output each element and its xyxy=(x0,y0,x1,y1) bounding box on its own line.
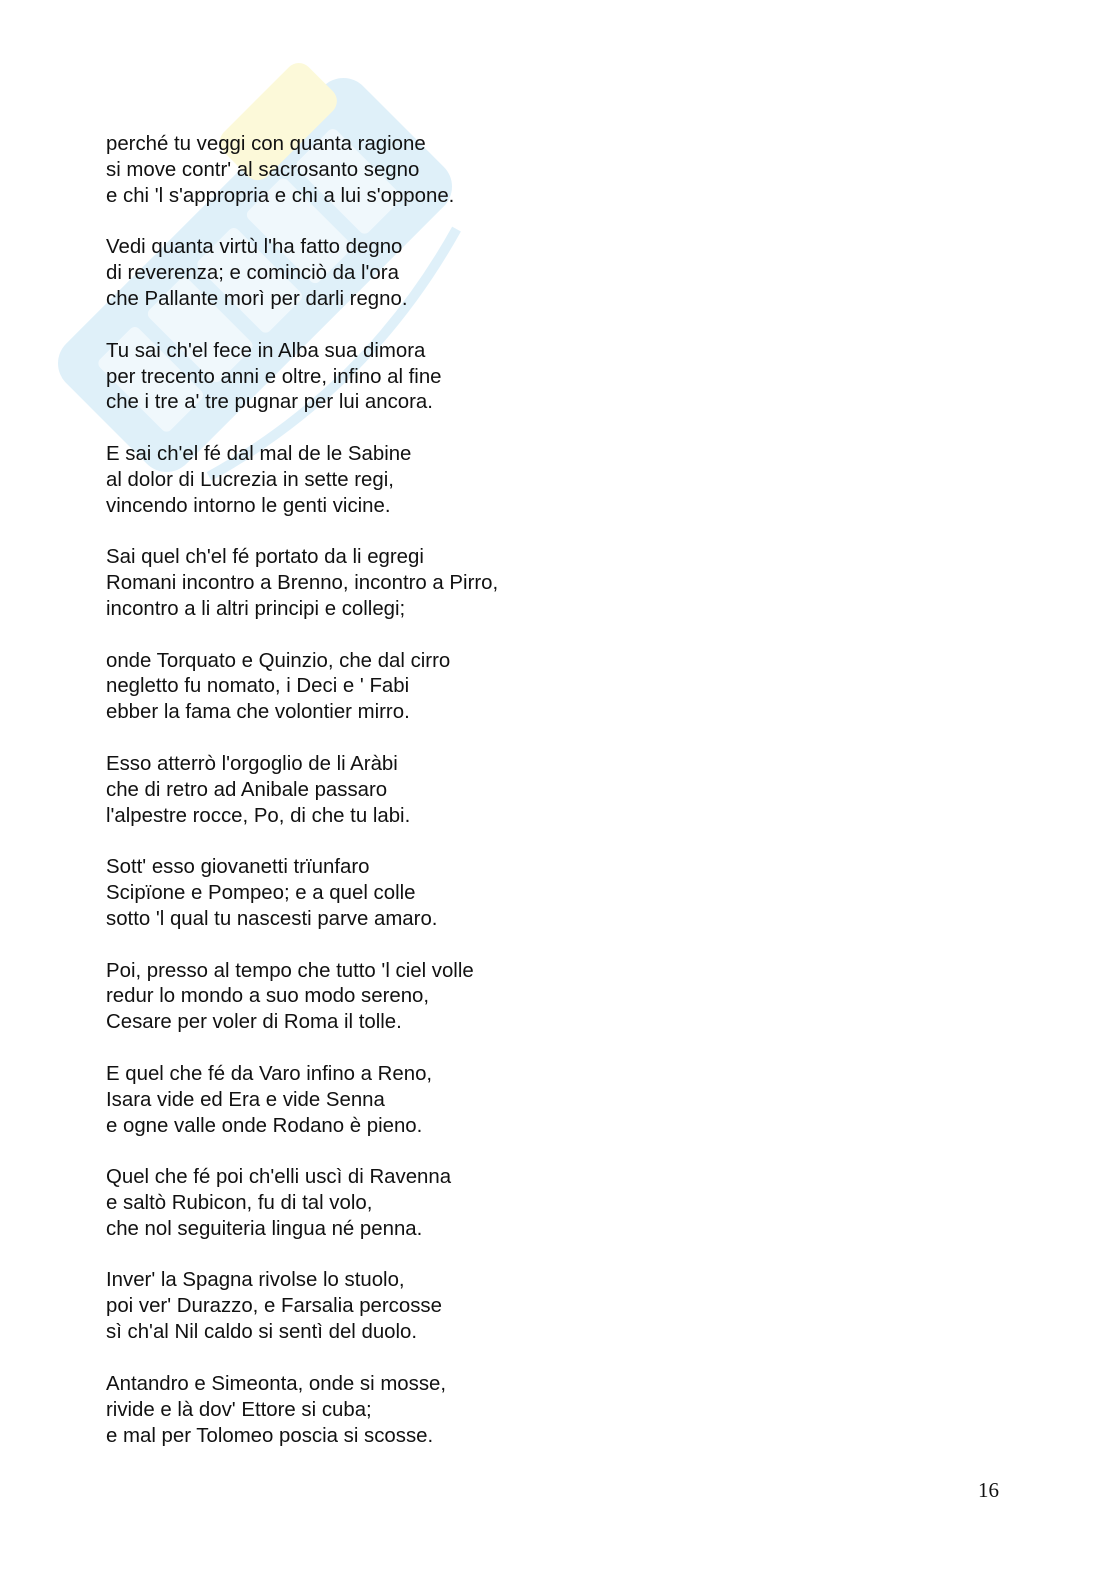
verse-line: poi ver' Durazzo, e Farsalia percosse xyxy=(106,1295,442,1318)
verse-line: si move contr' al sacrosanto segno xyxy=(106,158,420,181)
verse-line: e ogne valle onde Rodano è pieno. xyxy=(106,1114,423,1137)
stanza xyxy=(106,235,806,313)
verse-line: di reverenza; e cominciò da l'ora xyxy=(106,262,399,285)
stanza xyxy=(106,959,806,1037)
verse-line: Vedi quanta virtù l'ha fatto degno xyxy=(106,236,403,259)
verse-line: e mal per Tolomeo poscia si scosse. xyxy=(106,1424,434,1447)
verse-line: E sai ch'el fé dal mal de le Sabine xyxy=(106,442,412,465)
verse-line: Quel che fé poi ch'elli uscì di Ravenna xyxy=(106,1166,452,1189)
verse-line: E quel che fé da Varo infino a Reno, xyxy=(106,1062,433,1085)
stanza xyxy=(106,545,806,623)
verse-line: e chi 'l s'appropria e chi a lui s'oppone. xyxy=(106,184,455,207)
poem-text xyxy=(106,132,806,1475)
stanza xyxy=(106,442,806,520)
stanza xyxy=(106,1268,806,1346)
verse-line: perché tu veggi con quanta ragione xyxy=(106,133,426,155)
verse-line: Cesare per voler di Roma il tolle. xyxy=(106,1011,402,1034)
stanza xyxy=(106,855,806,933)
verse-line: Antandro e Simeonta, onde si mosse, xyxy=(106,1372,447,1395)
verse-line: Esso atterrò l'orgoglio de li Aràbi xyxy=(106,752,398,775)
verse-line: rivide e là dov' Ettore si cuba; xyxy=(106,1398,372,1421)
verse-line: al dolor di Lucrezia in sette regi, xyxy=(106,468,394,491)
verse-line: Tu sai ch'el fece in Alba sua dimora xyxy=(106,339,426,362)
verse-line: Isara vide ed Era e vide Senna xyxy=(106,1088,385,1111)
page-number: 16 xyxy=(978,1478,999,1502)
stanza xyxy=(106,132,806,210)
stanza xyxy=(106,339,806,417)
stanza xyxy=(106,1165,806,1243)
stanza xyxy=(106,649,806,727)
verse-line: e saltò Rubicon, fu di tal volo, xyxy=(106,1192,373,1215)
verse-line: redur lo mondo a suo modo sereno, xyxy=(106,985,430,1008)
verse-line: per trecento anni e oltre, infino al fine xyxy=(106,365,442,388)
verse-line: che Pallante morì per darli regno. xyxy=(106,288,408,311)
verse-line: ebber la fama che volontier mirro. xyxy=(106,701,410,724)
verse-line: che nol seguiteria lingua né penna. xyxy=(106,1217,423,1240)
verse-line: Sai quel ch'el fé portato da li egregi xyxy=(106,546,424,569)
stanza xyxy=(106,1062,806,1140)
verse-line: Scipïone e Pompeo; e a quel colle xyxy=(106,882,416,905)
verse-line: che di retro ad Anibale passaro xyxy=(106,778,388,801)
verse-line: incontro a li altri principi e collegi; xyxy=(106,598,406,621)
verse-line: che i tre a' tre pugnar per lui ancora. xyxy=(106,391,433,414)
verse-line: Sott' esso giovanetti trïunfaro xyxy=(106,856,370,879)
verse-line: onde Torquato e Quinzio, che dal cirro xyxy=(106,649,451,672)
verse-line: negletto fu nomato, i Deci e ' Fabi xyxy=(106,675,410,698)
verse-line: Inver' la Spagna rivolse lo stuolo, xyxy=(106,1269,405,1292)
stanza xyxy=(106,752,806,830)
verse-line: Romani incontro a Brenno, incontro a Pirro, xyxy=(106,572,499,595)
stanza xyxy=(106,1372,806,1450)
verse-line: sì ch'al Nil caldo si sentì del duolo. xyxy=(106,1321,418,1344)
verse-line: l'alpestre rocce, Po, di che tu labi. xyxy=(106,804,411,827)
verse-line: sotto 'l qual tu nascesti parve amaro. xyxy=(106,908,438,930)
verse-line: Poi, presso al tempo che tutto 'l ciel volle xyxy=(106,959,474,982)
verse-line: vincendo intorno le genti vicine. xyxy=(106,494,391,517)
